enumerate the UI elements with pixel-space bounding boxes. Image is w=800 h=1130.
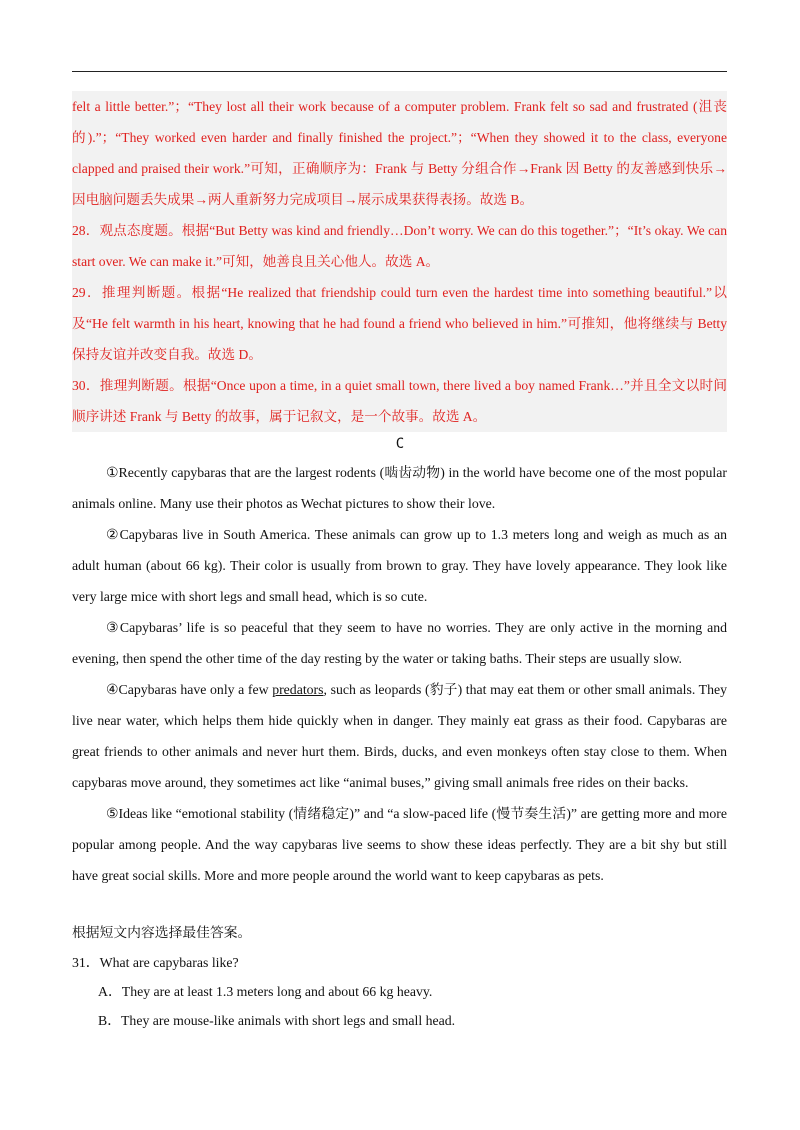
answer-29: 29．推理判断题。根据“He realized that friendship could turn even the hardest time into something beautiful.”以及“He felt warmth in his heart, knowing that he had found a friend who believed in him.”可推知，他将继续与 Betty 保持友谊并改变自我。故选 D。 [72,285,727,362]
question-31-stem: 31．What are capybaras like? [72,955,239,970]
section-heading: C [395,436,405,452]
paragraph-4 [72,674,727,798]
answer-30: 30．推理判断题。根据“Once upon a time, in a quiet small town, there lived a boy named Frank…”并且全文以时间顺序讲述 Frank 与 Betty 的故事，属于记叙文，是一个故事。故选 A。 [72,378,727,424]
question-31-option-b: B．They are mouse-like animals with short legs and small head. [98,1013,456,1028]
paragraph-2: ②Capybaras live in South America. These animals can grow up to 1.3 meters long and weigh as much as an adult human (about 66 kg). Their color is usually from brown to gray. They have lovely appearance. They look like very large mice with short legs and small head, which is so cute. [72,527,727,604]
paragraph-1: ①Recently capybaras that are the largest rodents (啮齿动物) in the world have become one of the most popular animals online. Many use their photos as Wechat pictures to show their love. [72,465,727,511]
answer-27-continued: felt a little better.”；“They lost all their work because of a computer problem. Frank felt so sad and frustrated (沮丧的).”；“They worked even harder and finally finished the project.”；“When they showed it to the class, everyone clapped and praised their work.”可知，正确顺序为：Frank 与 Betty 分组合作→Frank 因 Betty 的友善感到快乐→因电脑问题丢失成果→两人重新努力完成项目→展示成果获得表扬。故选 B。 [72,99,727,207]
instruction-text: 根据短文内容选择最佳答案。 [72,925,252,940]
paragraph-3: ③Capybaras’ life is so peaceful that they seem to have no worries. They are only active in the morning and evening, then spend the other time of the day resting by the water or taking baths. Their steps are usually slow. [72,620,727,666]
underlined-word: predators [272,682,324,697]
paragraph-5: ⑤Ideas like “emotional stability (情绪稳定)” and “a slow-paced life (慢节奏生活)” are getting more and more popular among people. And the way capybaras live seems to show these ideas perfectly. They are a bit shy but still have great social skills. More and more people around the world want to keep capybaras as pets. [72,806,727,883]
question-31-option-a: A．They are at least 1.3 meters long and about 66 kg heavy. [98,984,433,999]
reading-passage [72,457,727,891]
paragraph-4-start: ④Capybaras have only a few [106,682,273,697]
header-rule [72,71,727,72]
answer-28: 28．观点态度题。根据“But Betty was kind and friendly…Don’t worry. We can do this together.”；“It’s okay. We can start over. We can make it.”可知，她善良且关心他人。故选 A。 [72,223,727,269]
paragraph-4-rest: , such as leopards (豹子) that may eat them or other small animals. They live near water, which helps them hide quickly when in danger. They mainly eat grass as their food. Capybaras are great friends to other animals and never hurt them. Birds, ducks, and even monkeys often stay close to them. When capybaras move around, they sometimes act like “animal buses,” giving small animals free rides on their backs. [72,682,727,790]
answer-explanations [72,91,727,432]
